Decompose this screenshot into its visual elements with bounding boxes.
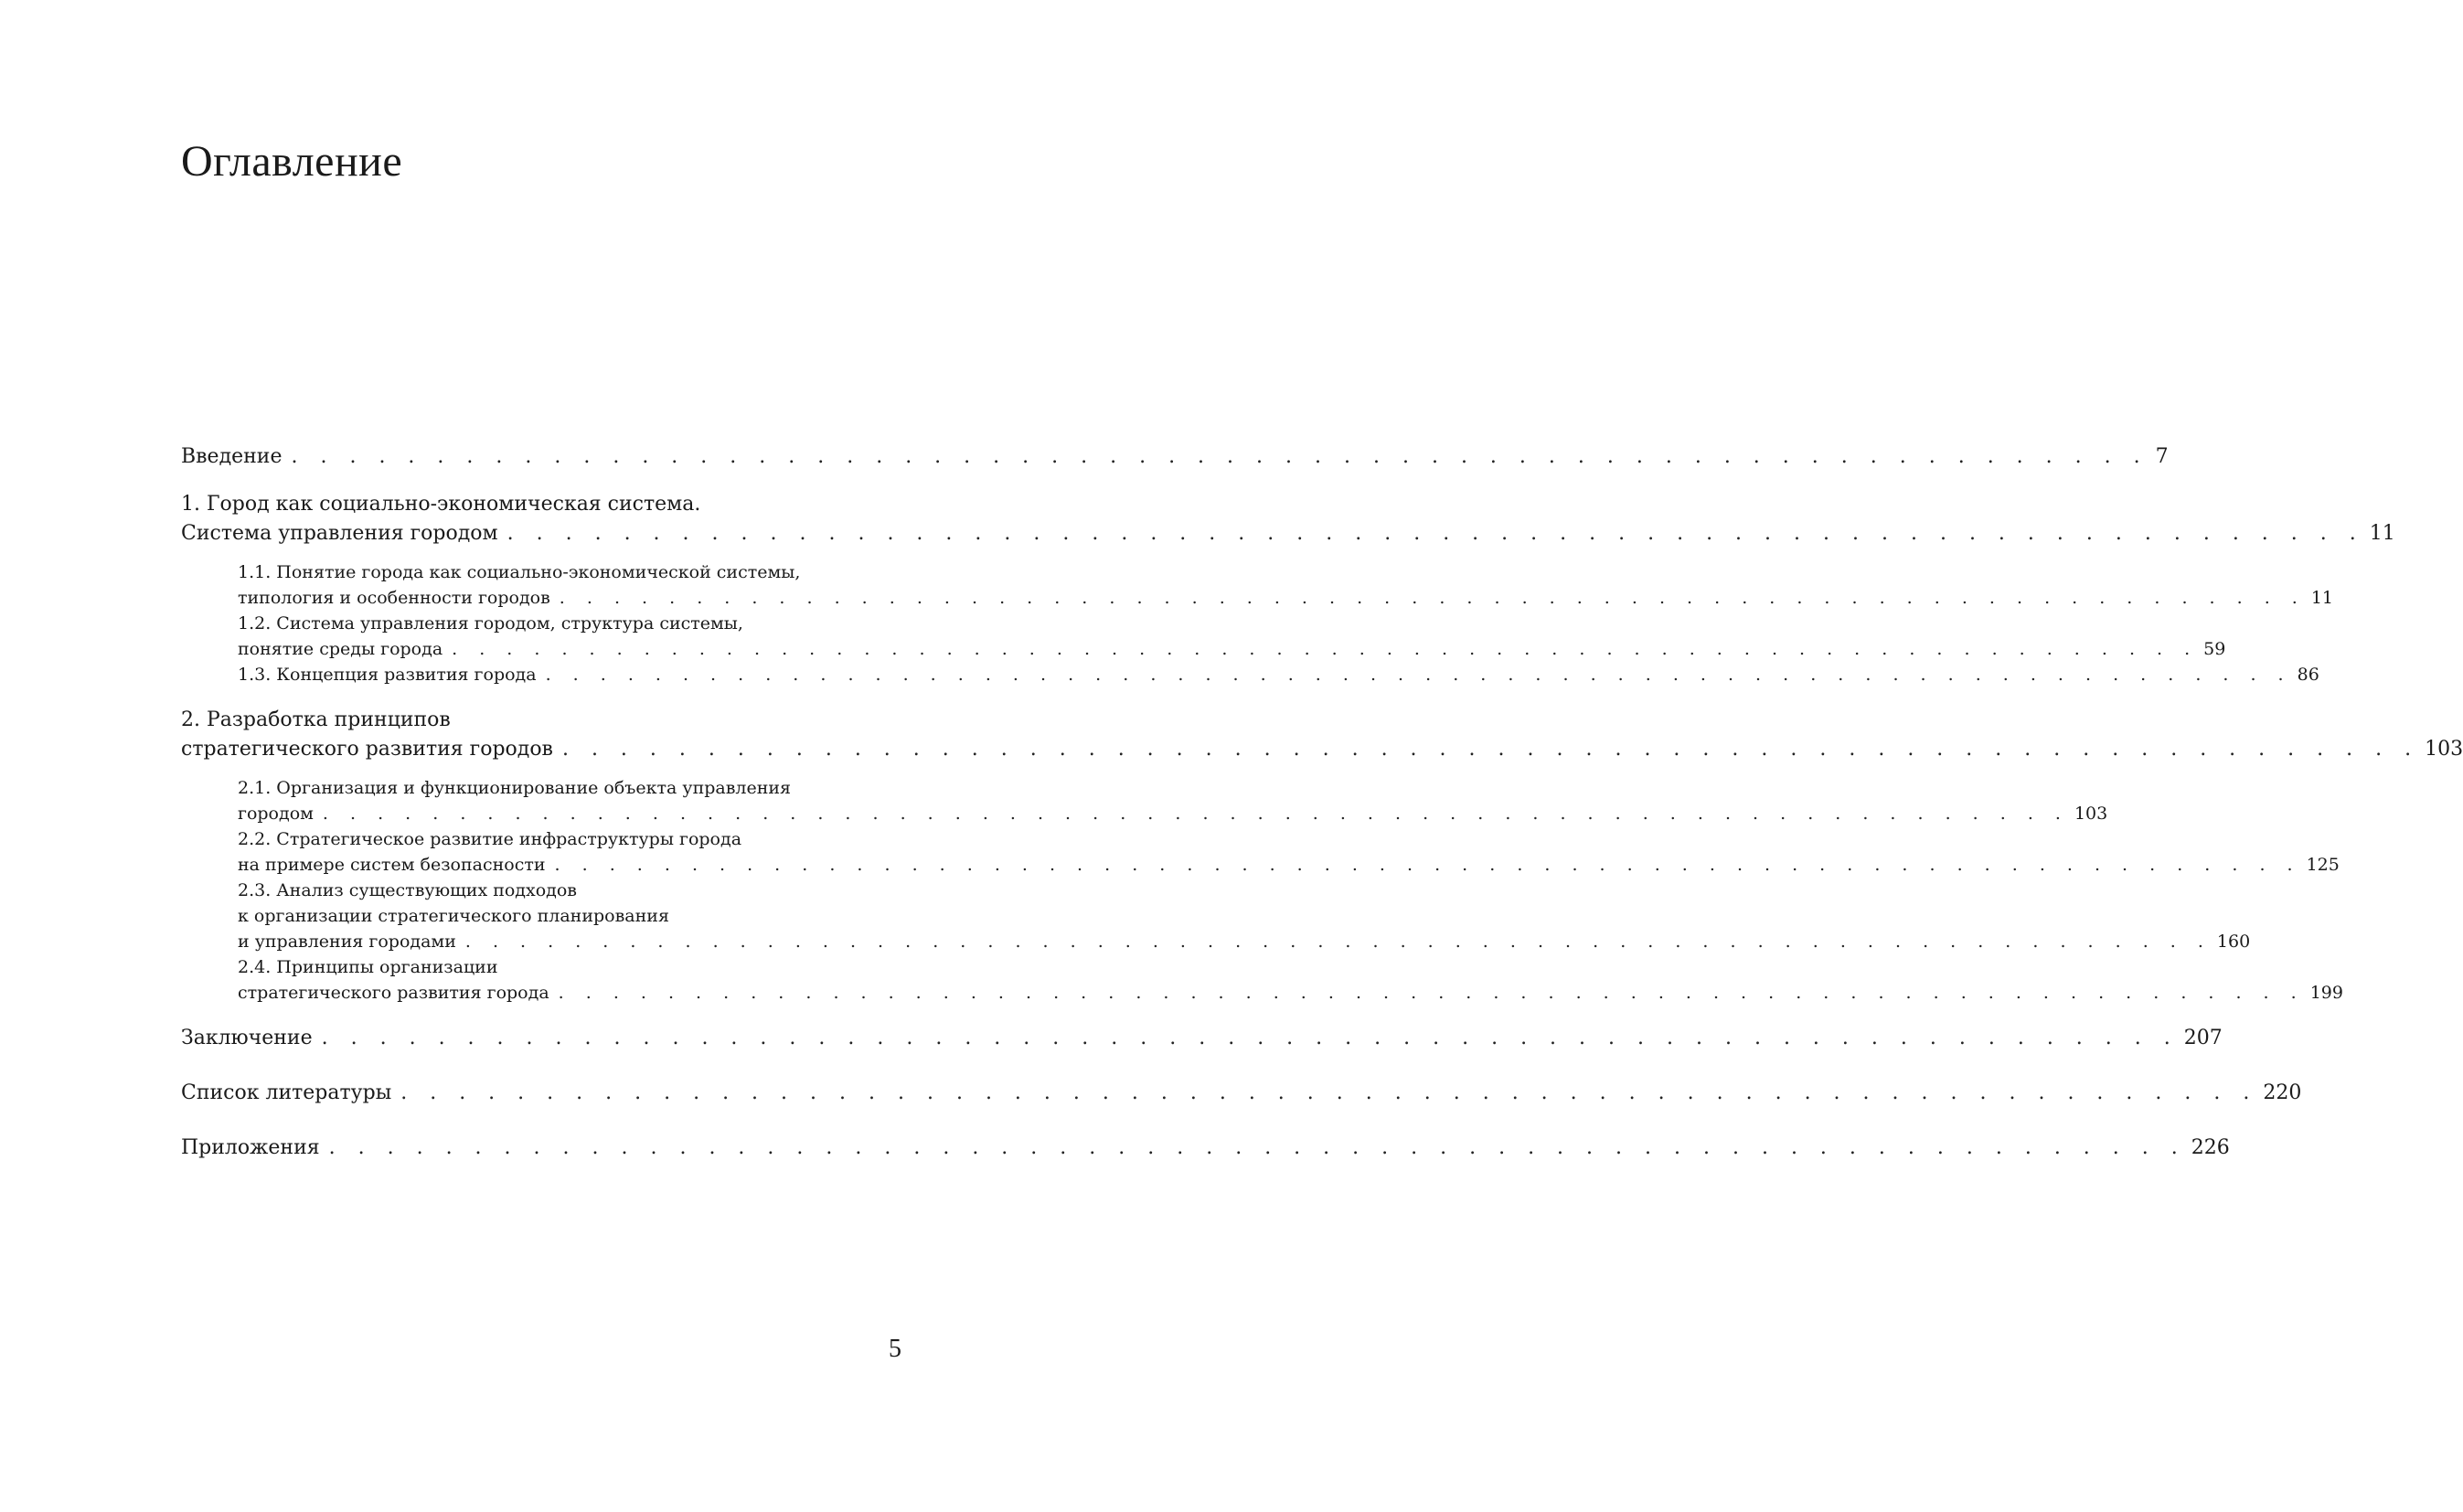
dot-leader: . . . . . . . . . . . . . . . . . . . . . . . . . . . . . . . . . . . . . . . . . . . . . . . . . . . . . . . . . . . . . . . . — [558, 983, 2305, 1003]
dot-leader: . . . . . . . . . . . . . . . . . . . . . . . . . . . . . . . . . . . . . . . . . . . . . . . . . . . . . . . . . . . . . . . . — [328, 1136, 2186, 1159]
dot-leader: . . . . . . . . . . . . . . . . . . . . . . . . . . . . . . . . . . . . . . . . . . . . . . . . . . . . . . . . . . . . . . . . — [452, 639, 2199, 659]
page-number: 5 — [889, 1335, 901, 1363]
toc-entry-title: 1. Город как социально-экономическая система. — [181, 493, 701, 516]
toc-entry-title: Список литературы — [181, 1081, 392, 1104]
toc-entry-title: 2.1. Организация и функционирование объекта управления — [238, 778, 792, 798]
toc-entry-title: 1.3. Концепция развития города — [238, 665, 537, 685]
toc-page-number: 103 — [2425, 738, 2463, 761]
toc-entry-title-continued: типология и особенности городов — [238, 588, 550, 608]
toc-page-number: 220 — [2263, 1081, 2302, 1104]
toc-entry-title: 2. Разработка принципов — [181, 708, 451, 731]
table-of-contents — [181, 442, 2463, 1163]
toc-entry-title-continued: стратегического развития города — [238, 983, 549, 1003]
toc-entry-title-continued: к организации стратегического планирования — [238, 906, 669, 926]
toc-entry-title: Приложения — [181, 1136, 320, 1159]
toc-entry-section-1-3[interactable] — [181, 662, 2319, 687]
dot-leader: . . . . . . . . . . . . . . . . . . . . . . . . . . . . . . . . . . . . . . . . . . . . . . . . . . . . . . . . . . . . . . . . — [554, 855, 2301, 875]
toc-entry-title: Введение — [181, 445, 283, 468]
toc-entry-section-1-1[interactable] — [181, 559, 2334, 611]
toc-page-number: 103 — [2074, 804, 2108, 824]
toc-entry-title-continued: и управления городами — [238, 932, 456, 952]
toc-page-number: 11 — [2369, 522, 2395, 545]
toc-entry-chapter-1[interactable] — [181, 490, 2395, 548]
dot-leader: . . . . . . . . . . . . . . . . . . . . . . . . . . . . . . . . . . . . . . . . . . . . . . . . . . . . . . . . . . . . . . . . — [400, 1081, 2258, 1104]
toc-entry-introduction[interactable] — [181, 442, 2169, 472]
toc-entry-title-continued: на примере систем безопасности — [238, 855, 546, 875]
toc-entry-title: 1.1. Понятие города как социально-экономической системы, — [238, 562, 801, 582]
toc-entry-appendices[interactable] — [181, 1134, 2230, 1163]
dot-leader: . . . . . . . . . . . . . . . . . . . . . . . . . . . . . . . . . . . . . . . . . . . . . . . . . . . . . . . . . . . . . . . . — [561, 738, 2420, 761]
page-title: Оглавление — [181, 137, 403, 186]
toc-entry-title: Заключение — [181, 1027, 313, 1049]
toc-entry-section-2-4[interactable] — [181, 954, 2343, 1006]
dot-leader: . . . . . . . . . . . . . . . . . . . . . . . . . . . . . . . . . . . . . . . . . . . . . . . . . . . . . . . . . . . . . . . . — [559, 588, 2306, 608]
toc-entry-section-2-3[interactable] — [181, 878, 2251, 954]
toc-entry-title-continued: понятие среды города — [238, 639, 443, 659]
toc-entry-title: 1.2. Система управления городом, структура системы, — [238, 613, 743, 634]
toc-entry-title-continued: Система управления городом — [181, 522, 498, 545]
dot-leader: . . . . . . . . . . . . . . . . . . . . . . . . . . . . . . . . . . . . . . . . . . . . . . . . . . . . . . . . . . . . . . . . — [545, 665, 2292, 685]
dot-leader: . . . . . . . . . . . . . . . . . . . . . . . . . . . . . . . . . . . . . . . . . . . . . . . . . . . . . . . . . . . . . . . . — [506, 522, 2364, 545]
toc-entry-bibliography[interactable] — [181, 1079, 2302, 1108]
dot-leader: . . . . . . . . . . . . . . . . . . . . . . . . . . . . . . . . . . . . . . . . . . . . . . . . . . . . . . . . . . . . . . . . — [321, 1027, 2179, 1049]
toc-entry-title: 2.3. Анализ существующих подходов — [238, 880, 577, 900]
toc-entry-section-2-1[interactable] — [181, 775, 2108, 826]
toc-page-number: 59 — [2203, 639, 2226, 659]
toc-entry-chapter-2[interactable] — [181, 706, 2463, 764]
toc-entry-section-1-2[interactable] — [181, 611, 2226, 662]
toc-page-number: 125 — [2306, 855, 2340, 875]
toc-page-number: 226 — [2191, 1136, 2230, 1159]
toc-page-number: 207 — [2183, 1027, 2223, 1049]
toc-entry-title: 2.2. Стратегическое развитие инфраструктуры города — [238, 829, 742, 849]
toc-entry-conclusion[interactable] — [181, 1024, 2223, 1053]
toc-entry-title-continued: стратегического развития городов — [181, 738, 553, 761]
dot-leader: . . . . . . . . . . . . . . . . . . . . . . . . . . . . . . . . . . . . . . . . . . . . . . . . . . . . . . . . . . . . . . . . — [291, 445, 2148, 468]
toc-page-number: 199 — [2309, 983, 2343, 1003]
dot-leader: . . . . . . . . . . . . . . . . . . . . . . . . . . . . . . . . . . . . . . . . . . . . . . . . . . . . . . . . . . . . . . . . — [322, 804, 2069, 824]
toc-entry-title: 2.4. Принципы организации — [238, 957, 498, 977]
toc-page-number: 160 — [2216, 932, 2251, 952]
toc-entry-title-continued: городом — [238, 804, 314, 824]
toc-page-number: 86 — [2297, 665, 2319, 685]
toc-entry-section-2-2[interactable] — [181, 826, 2340, 878]
dot-leader: . . . . . . . . . . . . . . . . . . . . . . . . . . . . . . . . . . . . . . . . . . . . . . . . . . . . . . . . . . . . . . . . — [464, 932, 2212, 952]
toc-page-number: 11 — [2310, 588, 2334, 608]
toc-page-number: 7 — [2155, 445, 2169, 468]
